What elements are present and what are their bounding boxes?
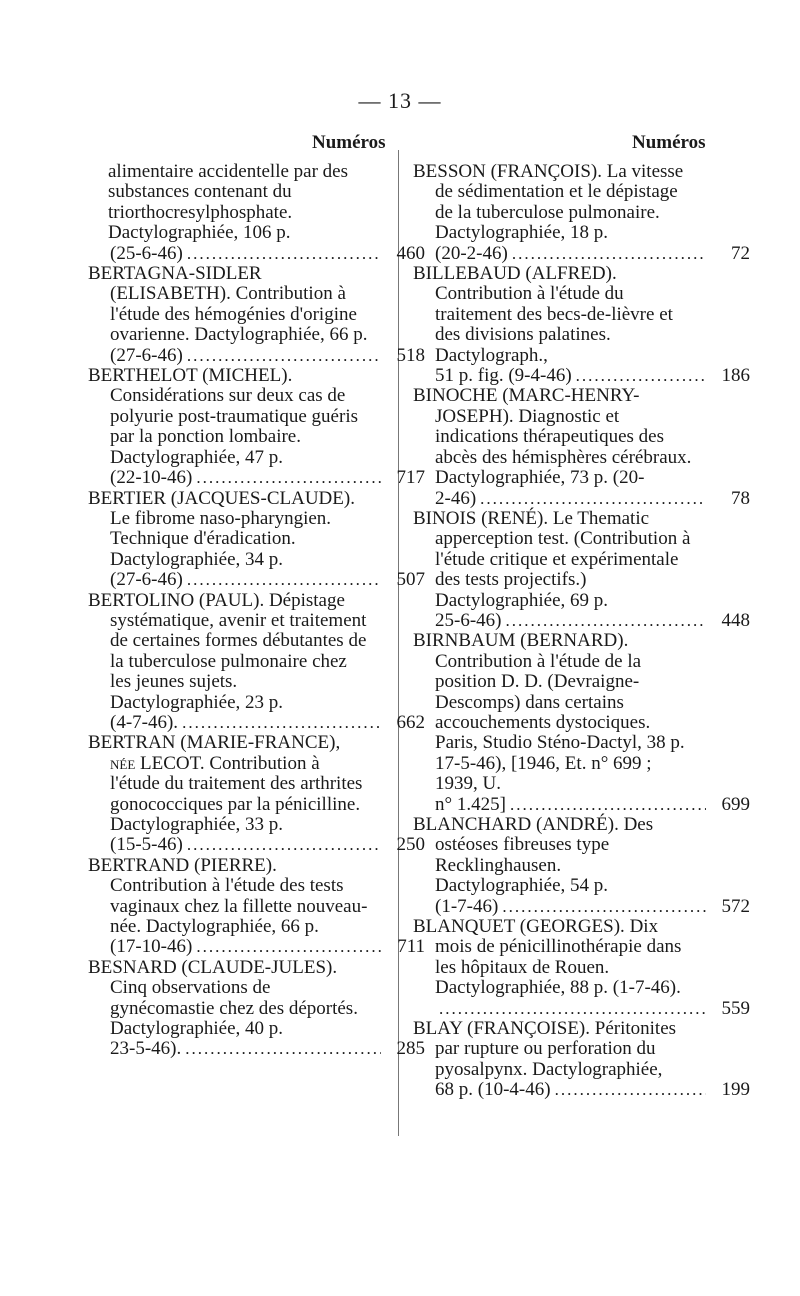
entry-number: 518 — [396, 344, 425, 366]
leader-dots — [185, 1039, 381, 1059]
entry-number: 250 — [396, 834, 425, 856]
author-name: BERTIER (JACQUES-CLAUDE). — [88, 487, 355, 509]
entry-text: Cinq observations de gynécomastie chez des déportés. Dactylographiée, 40 p. — [110, 977, 358, 1040]
entry-date: (27-6-46) — [110, 569, 183, 591]
author-name: BESNARD (CLAUDE-JULES). — [88, 956, 338, 978]
column-divider — [398, 150, 399, 1136]
entry-text: Contribution à l'étude des hémogénies d'origine ovarienne. Dactylographiée, 66 p. — [110, 283, 368, 346]
bibliography-entry — [413, 1018, 750, 1101]
entry-text: Contribution à l'étude du traitement des arthrites gonococciques par la pénicilline. Dactylographiée, 33 p. — [110, 752, 363, 835]
author-name: BERTOLINO (PAUL). — [88, 589, 265, 611]
bibliography-entry — [413, 385, 750, 509]
bibliography-entry — [88, 263, 425, 366]
bibliography-entry — [88, 956, 425, 1060]
author-name: BLANQUET (GEORGES). — [413, 916, 625, 938]
leader-dots — [439, 999, 706, 1019]
entry-number: 711 — [397, 936, 425, 958]
entry-number: 460 — [396, 242, 425, 264]
author-name: BESSON (FRANÇOIS). — [413, 161, 602, 182]
bibliography-entry — [88, 365, 425, 489]
author-name: BERTRAN (MARIE-FRANCE), née LECOT. — [88, 732, 341, 774]
bibliography-entry — [413, 630, 750, 815]
entry-date: (20-2-46) — [435, 242, 508, 264]
entry-number: 78 — [731, 487, 750, 509]
entry-number: 285 — [396, 1038, 425, 1060]
page-number: — 13 — — [358, 88, 442, 113]
leader-dots — [187, 835, 381, 855]
bibliography-entry — [88, 732, 425, 856]
entry-date: (22-10-46) — [110, 467, 193, 489]
entry-date: (15-5-46) — [110, 834, 183, 856]
entry-date: (1-7-46) — [435, 895, 499, 917]
leader-dots — [187, 570, 381, 590]
entry-number: 507 — [396, 569, 425, 591]
entry-date: (17-10-46) — [110, 936, 193, 958]
author-name: BERTRAND (PIERRE). — [88, 854, 277, 876]
entry-date: 25-6-46) — [435, 609, 502, 631]
bibliography-entry — [413, 814, 750, 917]
bibliography-entry — [413, 916, 750, 1019]
entry-number: 572 — [721, 895, 750, 917]
leader-dots — [505, 611, 706, 631]
entry-text: Diagnostic et indications thérapeutiques des abcès des hémisphères cérébraux. Dactylographiée, 73 p. (20- — [435, 405, 692, 489]
author-name: BINOIS (RENÉ). — [413, 507, 549, 529]
left-column — [88, 161, 425, 1060]
bibliography-entry — [88, 487, 425, 591]
leader-dots — [182, 713, 381, 733]
entry-date: (27-6-46) — [110, 344, 183, 366]
entry-date: 2-46) — [435, 487, 477, 509]
entry-date: 68 p. (10-4-46) — [435, 1079, 551, 1101]
entry-date: n° 1.425] — [435, 793, 506, 815]
leader-dots — [187, 346, 381, 366]
entry-number: 559 — [721, 997, 750, 1019]
entry-date: (25-6-46) — [110, 242, 183, 264]
entry-text: Péritonites par rupture ou perforation du pyosalpynx. Dactylographiée, — [435, 1018, 677, 1080]
leader-dots — [576, 366, 706, 386]
entry-text: Considérations sur deux cas de polyurie post-traumatique guéris par la ponction lombaire. Dactylographiée, 47 p. — [110, 385, 358, 468]
author-name: BILLEBAUD (ALFRED). — [413, 263, 617, 285]
entry-text: alimentaire accidentelle par des substances contenant du triorthocresylphosphate. Dactylographiée, 106 p. — [108, 161, 349, 244]
bibliography-entry — [88, 854, 425, 958]
entry-date: 51 p. fig. (9-4-46) — [435, 365, 572, 387]
entry-text: La vitesse de sédimentation et le dépistage de la tuberculose pulmonaire. Dactylographiée, 18 p. — [435, 161, 684, 244]
right-column — [413, 161, 750, 1101]
entry-number: 662 — [396, 711, 425, 733]
entry-date: 23-5-46). — [110, 1038, 182, 1060]
leader-dots — [502, 897, 706, 917]
leader-dots — [196, 468, 381, 488]
entry-text: Contribution à l'étude du traitement des becs-de-lièvre et des divisions palatines. Dactylograph., — [435, 283, 673, 366]
entry-number: 186 — [721, 365, 750, 387]
column-header-right: Numéros — [632, 132, 706, 153]
bibliography-entry — [413, 161, 750, 264]
column-header-left: Numéros — [312, 132, 386, 153]
author-name: BERTAGNA-SIDLER (ELISABETH). — [88, 263, 262, 305]
entry-text: Dépistage systématique, avenir et traitement de certaines formes débutantes de la tuberculose pulmonaire chez les jeunes sujets. Dactylographiée, 23 p. — [110, 589, 367, 713]
entry-text: Le fibrome naso-pharyngien. Technique d'éradication. Dactylographiée, 34 p. — [110, 507, 332, 570]
entry-text: Le Thematic apperception test. (Contribution à l'étude critique et expérimentale des tests projectifs.) Dactylographiée, 69 p. — [435, 507, 691, 611]
leader-dots — [187, 244, 381, 264]
author-name: BERTHELOT (MICHEL). — [88, 365, 293, 387]
leader-dots — [555, 1080, 706, 1100]
bibliography-entry — [88, 161, 425, 264]
author-name: BLAY (FRANÇOISE). — [413, 1018, 591, 1040]
entry-number: 199 — [721, 1079, 750, 1101]
entry-text: Contribution à l'étude de la position D. D. (Devraigne-Descomps) dans certains accouchements dystociques. Paris, Studio Sténo-Dactyl, 38 p. 17-5-46), [1946, Et. n° 699 ; 1939, U. — [435, 650, 685, 795]
entry-number: 717 — [396, 467, 425, 489]
bibliography-entry — [413, 507, 750, 631]
entry-text: Dix mois de pénicillinothérapie dans les hôpitaux de Rouen. Dactylographiée, 88 p. (1-7-46). — [435, 916, 682, 999]
leader-dots — [512, 244, 706, 264]
entry-number: 448 — [721, 609, 750, 631]
bibliography-entry — [413, 263, 750, 387]
entry-text: Des ostéoses fibreuses type Recklinghausen. Dactylographiée, 54 p. — [435, 814, 654, 897]
author-name: BLANCHARD (ANDRÉ). — [413, 814, 619, 835]
leader-dots — [480, 489, 706, 509]
author-name: BIRNBAUM (BERNARD). — [413, 630, 629, 652]
entry-number: 72 — [731, 242, 750, 264]
entry-text: Contribution à l'étude des tests vaginaux chez la fillette nouveau-née. Dactylographiée, 66 p. — [110, 875, 368, 938]
entry-date: (4-7-46). — [110, 711, 179, 733]
leader-dots — [510, 795, 706, 815]
leader-dots — [196, 937, 381, 957]
bibliography-entry — [88, 589, 425, 734]
author-name: BINOCHE (MARC-HENRY-JOSEPH). — [413, 385, 640, 427]
entry-number: 699 — [721, 793, 750, 815]
